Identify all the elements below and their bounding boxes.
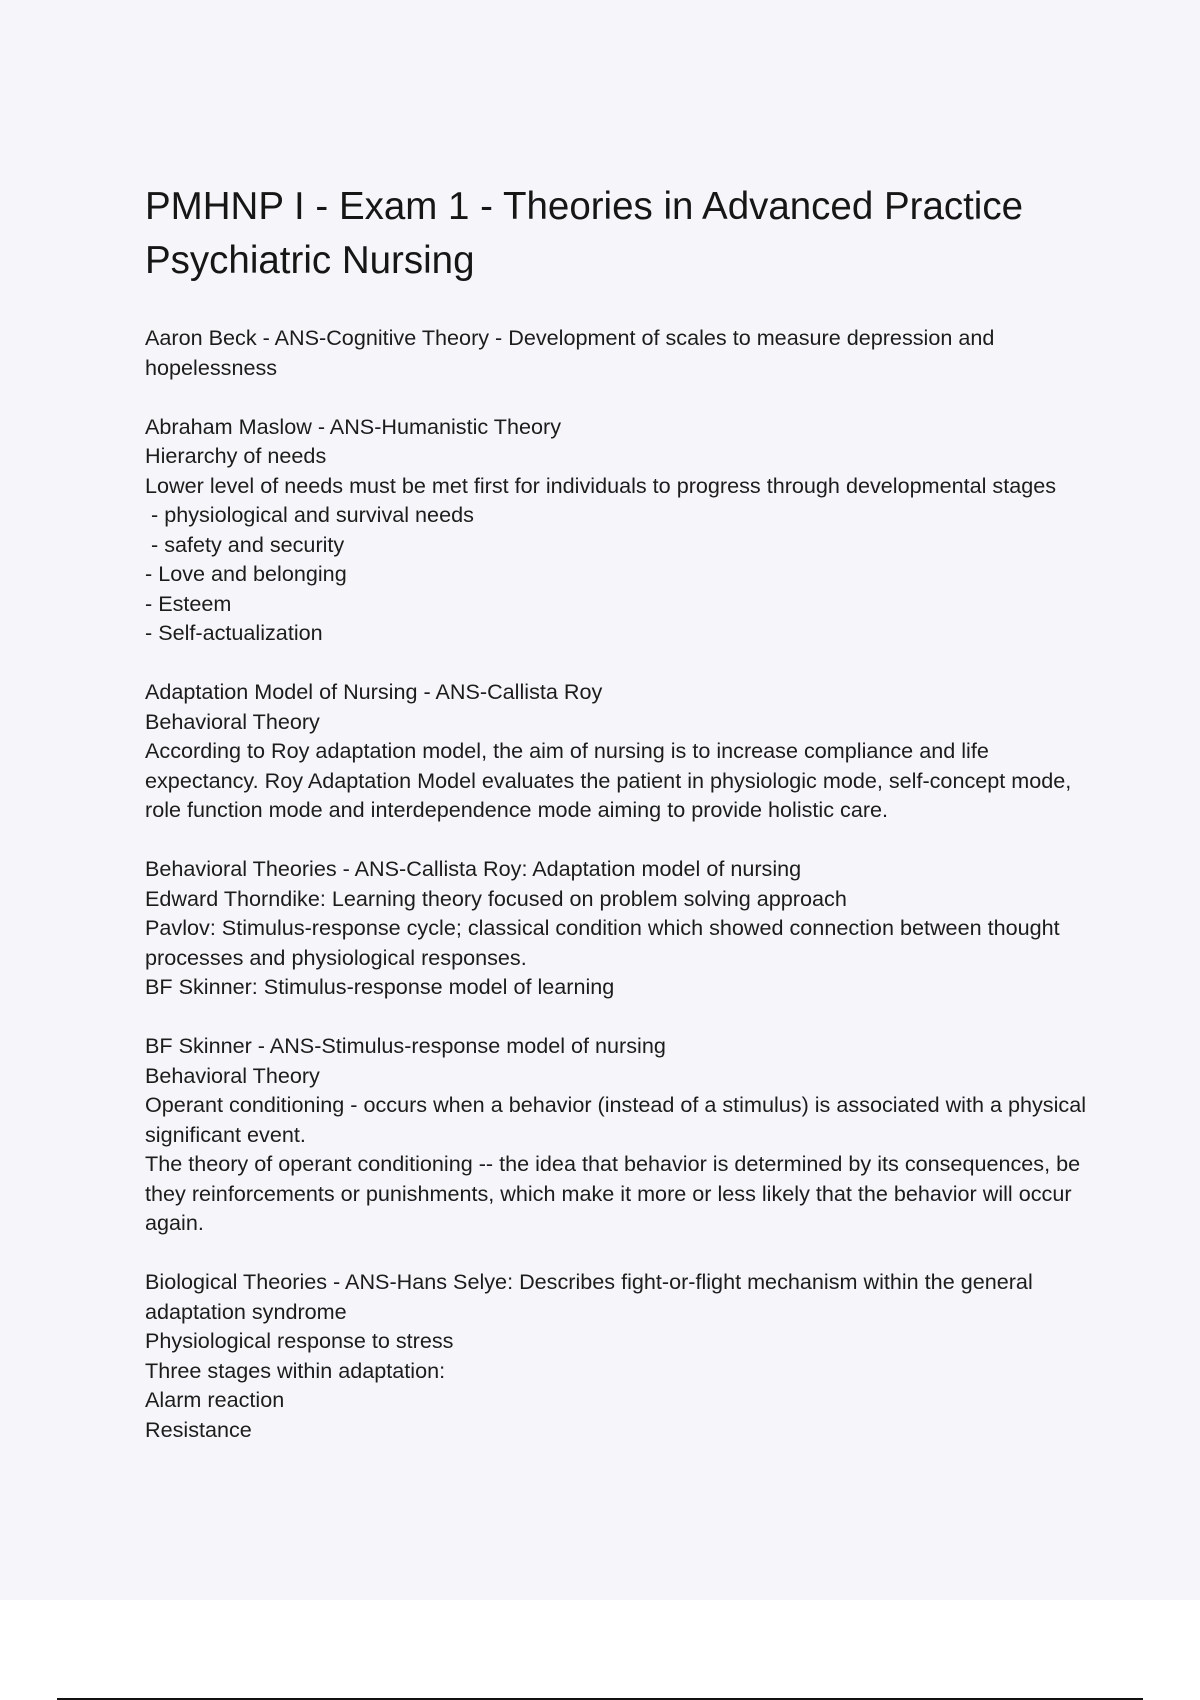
entry-definition-line: - physiological and survival needs — [145, 502, 474, 527]
entry-term: Behavioral Theories - ANS-Callista Roy: Adaptation model of nursing — [145, 856, 802, 881]
entry-definition-line: BF Skinner: Stimulus-response model of learning — [145, 974, 615, 999]
entry-definition-line: - Love and belonging — [145, 561, 347, 586]
flashcard-entry — [145, 323, 1095, 382]
entry-definition-line: Operant conditioning - occurs when a behavior (instead of a stimulus) is associated with a physical significant event. — [145, 1092, 1093, 1147]
flashcard-list — [145, 323, 1095, 1444]
entry-definition-line: Pavlov: Stimulus-response cycle; classical condition which showed connection between thought processes and physiological responses. — [145, 915, 1066, 970]
document-content — [145, 180, 1095, 1474]
entry-term: BF Skinner - ANS-Stimulus-response model of nursing — [145, 1033, 666, 1058]
entry-term: Biological Theories - ANS-Hans Selye: Describes fight-or-flight mechanism within the general adaptation syndrome — [145, 1269, 1039, 1324]
entry-definition-line: Behavioral Theory — [145, 1062, 320, 1088]
document-title: PMHNP I - Exam 1 - Theories in Advanced Practice Psychiatric Nursing — [145, 185, 1024, 282]
flashcard-entry — [145, 412, 1095, 648]
entry-definition-line: - Esteem — [145, 590, 232, 616]
entry-term: Aaron Beck - ANS-Cognitive Theory - Development of scales to measure depression and hopelessness — [145, 325, 1001, 380]
entry-definition-line: Behavioral Theory — [145, 708, 320, 734]
entry-definition-line: Three stages within adaptation: — [145, 1357, 446, 1383]
entry-definition-line: The theory of operant conditioning -- the idea that behavior is determined by its consequences, be they reinforcements or punishments, which make it more or less likely that the behavior will occur again. — [145, 1151, 1087, 1235]
entry-definition-line: - Self-actualization — [145, 620, 323, 645]
flashcard-entry — [145, 854, 1095, 1002]
entry-definition-line: Edward Thorndike: Learning theory focused on problem solving approach — [145, 885, 847, 911]
entry-term: Adaptation Model of Nursing - ANS-Callista Roy — [145, 679, 603, 704]
entry-definition-line: Physiological response to stress — [145, 1328, 454, 1353]
entry-definition-line: Lower level of needs must be met first for individuals to progress through developmental stages — [145, 472, 1057, 498]
entry-definition-line: Resistance — [145, 1416, 252, 1442]
entry-term: Abraham Maslow - ANS-Humanistic Theory — [145, 413, 562, 439]
entry-definition-line: Alarm reaction — [145, 1387, 285, 1412]
entry-definition-line: Hierarchy of needs — [145, 443, 327, 468]
flashcard-entry — [145, 1267, 1095, 1444]
flashcard-entry — [145, 1031, 1095, 1238]
entry-definition-line: - safety and security — [145, 531, 345, 557]
entry-definition-line: According to Roy adaptation model, the aim of nursing is to increase compliance and life expectancy. Roy Adaptation Model evaluates the patient in physiologic mode, self-concept mode, role function mode and interdependence mode aiming to provide holistic care. — [145, 738, 1078, 822]
flashcard-entry — [145, 677, 1095, 825]
